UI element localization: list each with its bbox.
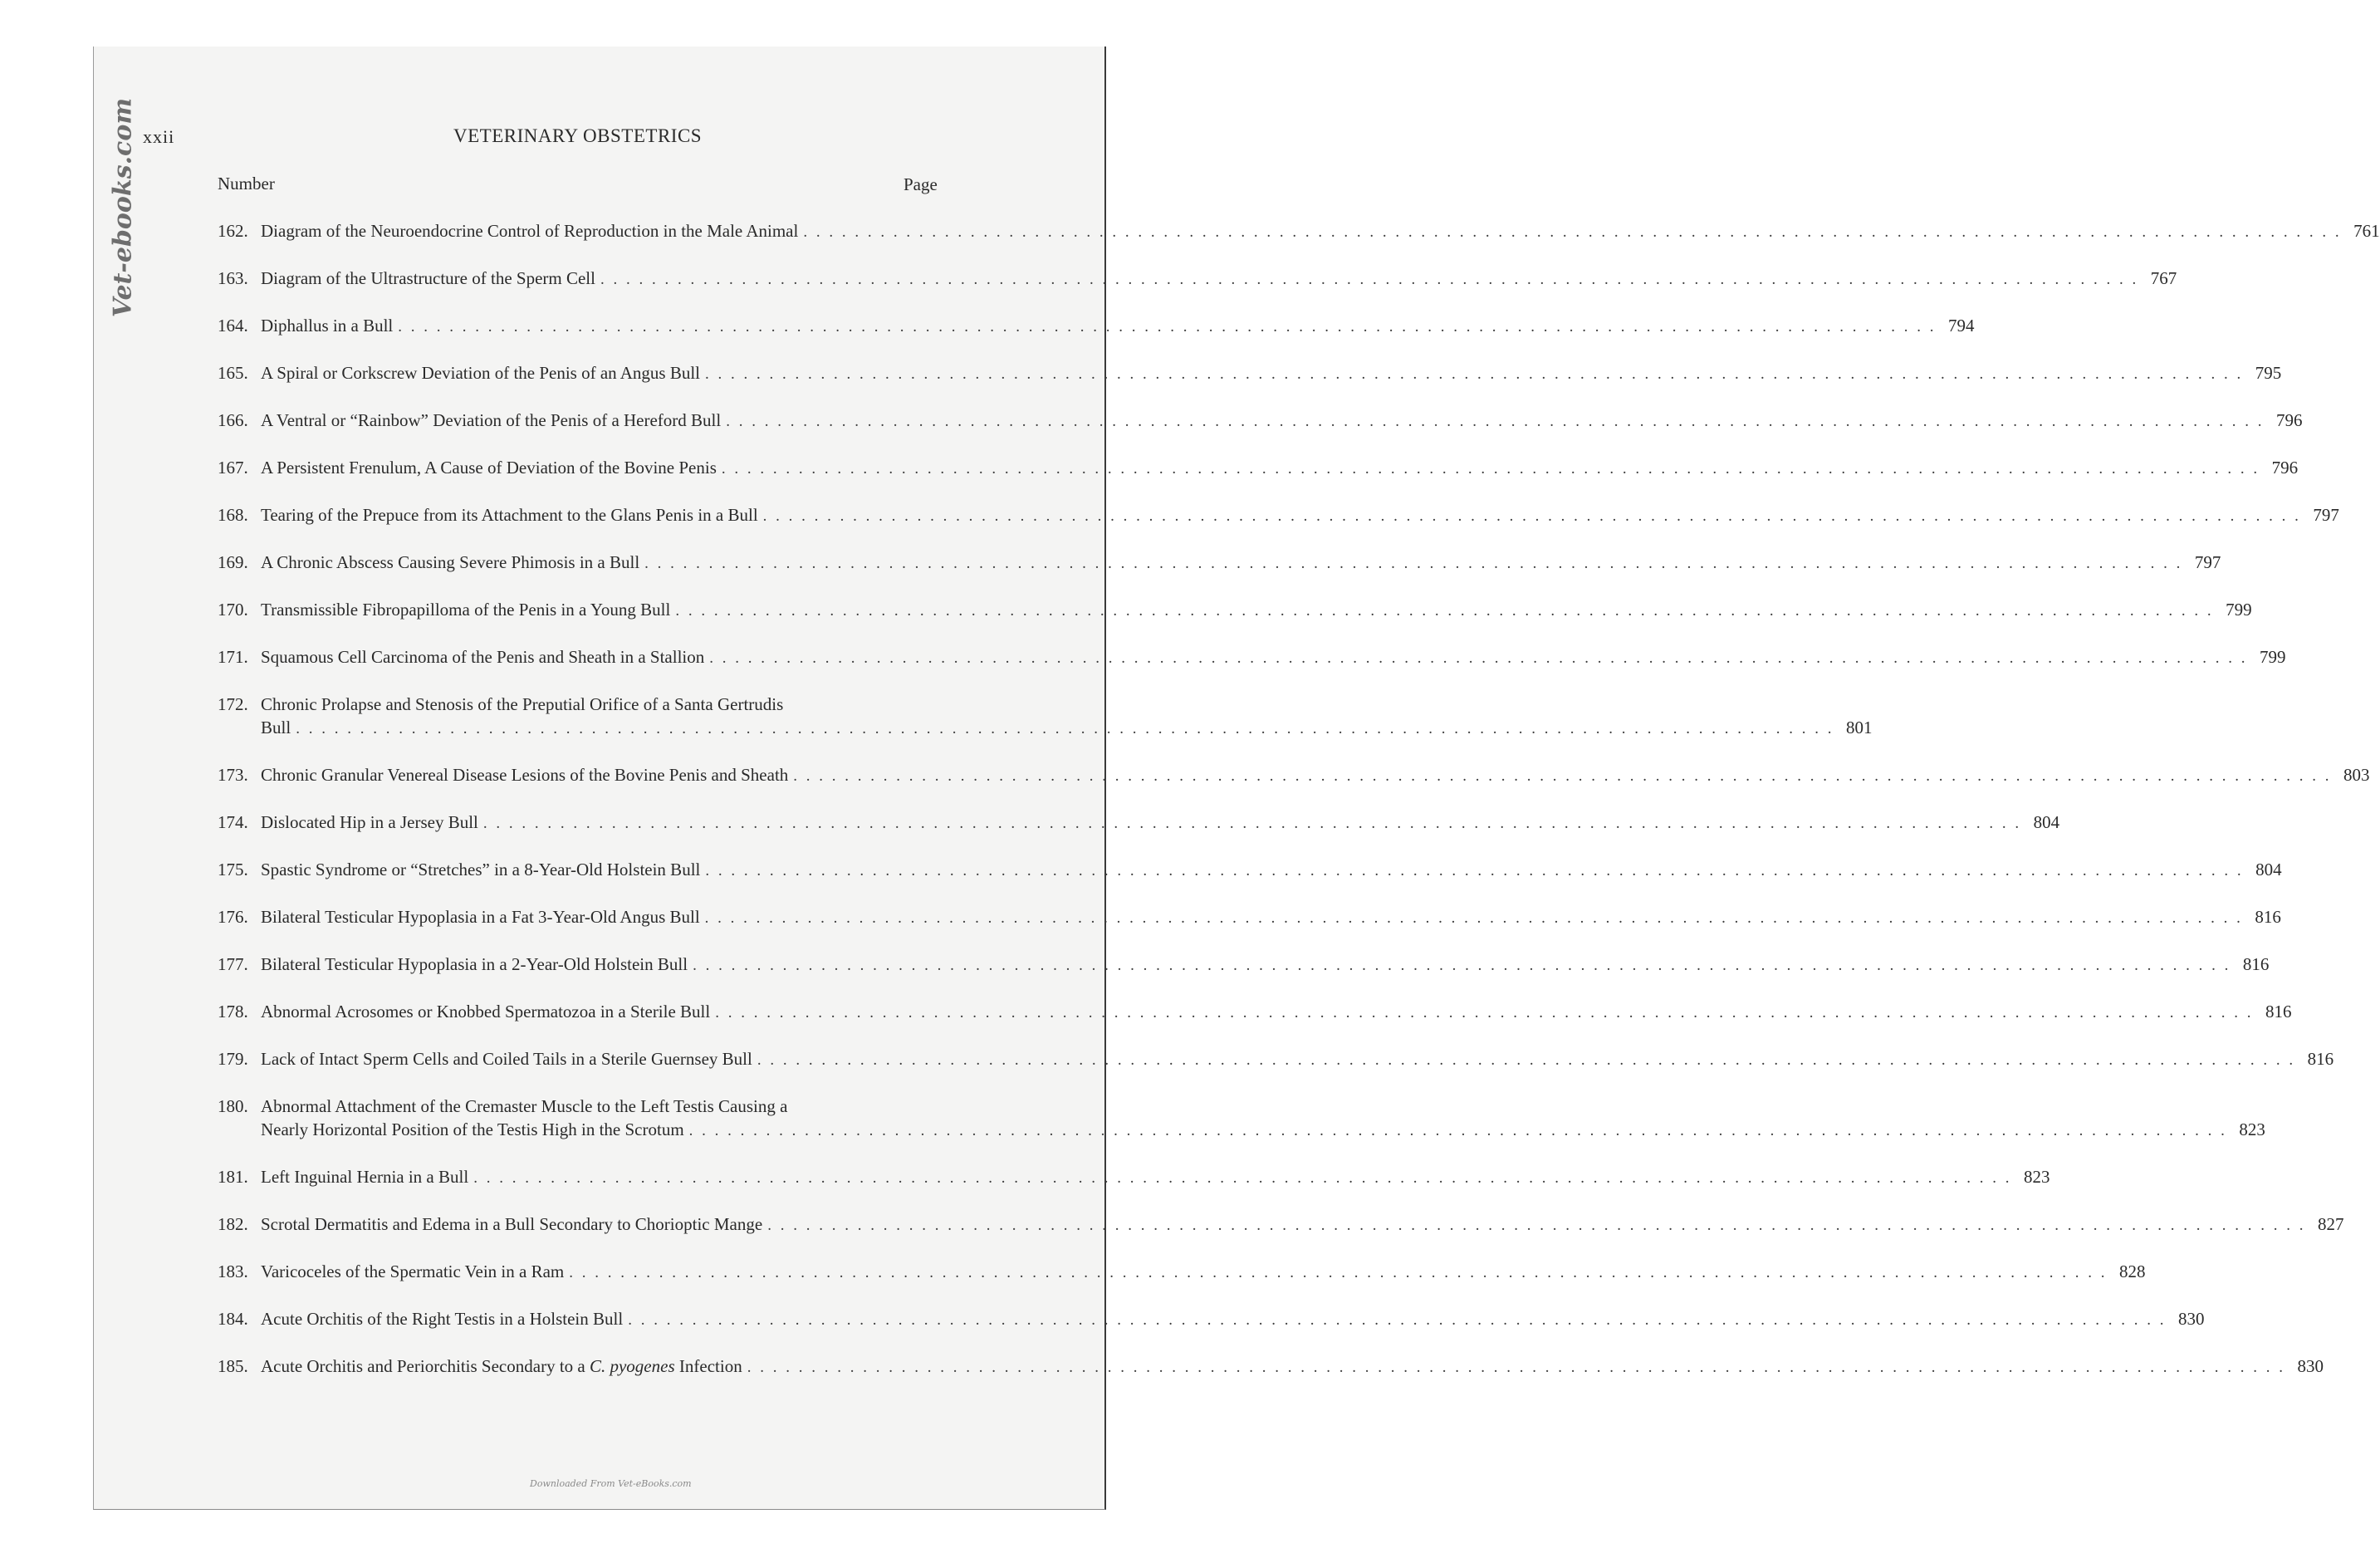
figure-caption	[261, 763, 2370, 788]
dot-leader: . . . . . . . . . . . . . . . . . . . . . . . . . . . . . . . . . . . . . . . . . . . . . . . . . . . . . . . . . . . . . . . . . . . . . . . . . . . . . . . . . . . . . . . . . . . . . . . . . . . . . . . . . . . . . . . . . . . . . . . .	[726, 413, 2265, 430]
figure-number: 173.	[218, 765, 248, 785]
dot-leader: . . . . . . . . . . . . . . . . . . . . . . . . . . . . . . . . . . . . . . . . . . . . . . . . . . . . . . . . . . . . . . . . . . . . . . . . . . . . . . . . . . . . . . . . . . . . . . . . . . . . . . . . . . . . . . . . . . . . . . . .	[644, 555, 2183, 572]
figure-caption	[261, 314, 1975, 339]
figure-caption	[261, 953, 2270, 977]
page-ref: 828	[2119, 1262, 2146, 1281]
page-number: xxii	[143, 126, 175, 147]
page-ref: 799	[2226, 600, 2252, 620]
caption-line: Acute Orchitis of the Right Testis in a Holstein Bull	[261, 1309, 624, 1329]
dot-leader: . . . . . . . . . . . . . . . . . . . . . . . . . . . . . . . . . . . . . . . . . . . . . . . . . . . . . . . . . . . . . . . . . . . . . . . . . . . . . . . . . . . . . . . . . . . . . . . . . . . . . . . . . . . . . . . . . . . . . . . .	[757, 1051, 2296, 1069]
list-item	[218, 409, 2303, 434]
figure-number: 183.	[218, 1262, 248, 1281]
list-item	[218, 1213, 2344, 1237]
figure-number: 177.	[218, 954, 248, 974]
figure-number: 163.	[218, 268, 248, 288]
list-item	[218, 503, 2339, 528]
caption-line: Left Inguinal Hernia in a Bull	[261, 1167, 469, 1187]
caption-line: Abnormal Attachment of the Cremaster Muscle to the Left Testis Causing a	[261, 1096, 788, 1116]
caption-line: Tearing of the Prepuce from its Attachment to the Glans Penis in a Bull	[261, 505, 758, 525]
caption-italic-segment: C. pyogenes	[589, 1356, 675, 1376]
list-item	[218, 1047, 2334, 1072]
figure-caption	[261, 503, 2339, 528]
figure-caption	[261, 1047, 2334, 1072]
caption-line: Bull	[261, 718, 291, 737]
page-ref: 761	[2353, 221, 2380, 241]
figure-number: 179.	[218, 1049, 248, 1069]
page-ref: 804	[2255, 860, 2282, 879]
page-ref: 816	[2255, 907, 2281, 927]
caption-line: Spastic Syndrome or “Stretches” in a 8-Year-Old Holstein Bull	[261, 860, 701, 879]
caption-line: A Chronic Abscess Causing Severe Phimosis in a Bull	[261, 552, 640, 572]
figure-caption	[261, 1213, 2344, 1237]
figure-caption	[261, 1095, 2265, 1143]
figure-number: 165.	[218, 363, 248, 383]
figure-caption	[261, 219, 2380, 244]
figure-caption	[261, 598, 2252, 623]
dot-leader: . . . . . . . . . . . . . . . . . . . . . . . . . . . . . . . . . . . . . . . . . . . . . . . . . . . . . . . . . . . . . . . . . . . . . . . . . . . . . . . . . . . . . . . . . . . . . . . . . . . . . . . . . . . . . . . . . . . . . . . .	[715, 1004, 2254, 1021]
dot-leader: . . . . . . . . . . . . . . . . . . . . . . . . . . . . . . . . . . . . . . . . . . . . . . . . . . . . . . . . . . . . . . . . . . . . . . . . . . . . . . . . . . . . . . . . . . . . . . . . . . . . . . . . . . . . . . . . . . . . . . . .	[704, 909, 2243, 927]
caption-line	[261, 1355, 742, 1378]
dot-leader: . . . . . . . . . . . . . . . . . . . . . . . . . . . . . . . . . . . . . . . . . . . . . . . . . . . . . . . . . . . . . . . . . . . . . . . . . . . . . . . . . . . . . . . . . . . . . . . . . . . . . . . . . . . . . . . . . . . . . . . .	[600, 271, 2139, 288]
list-item	[218, 361, 2282, 386]
figure-caption	[261, 361, 2282, 386]
caption-line: Transmissible Fibropapilloma of the Penis in a Young Bull	[261, 600, 671, 620]
caption-line: Abnormal Acrosomes or Knobbed Spermatozoa in a Sterile Bull	[261, 1002, 711, 1021]
figure-list	[218, 219, 2380, 1402]
figure-caption	[261, 409, 2303, 434]
dot-leader: . . . . . . . . . . . . . . . . . . . . . . . . . . . . . . . . . . . . . . . . . . . . . . . . . . . . . . . . . . . . . . . . . . . . . . . . . . . . . . . . . . . . . . . . . . . . . . . . . . . . . . . . . . . . . . . . . . . . . . . .	[793, 767, 2332, 785]
figure-caption	[261, 858, 2282, 883]
list-item	[218, 314, 1975, 339]
dot-leader: . . . . . . . . . . . . . . . . . . . . . . . . . . . . . . . . . . . . . . . . . . . . . . . . . . . . . . . . . . . . . . . . . . . . . . . . . . . . . . . . . . . . . . . . . . . . . . . . . . . . . . . . . . . . . . . . . . . . . . . .	[747, 1359, 2285, 1376]
list-item	[218, 267, 2177, 291]
page-ref: 816	[2265, 1002, 2292, 1021]
column-header-page: Page	[904, 174, 938, 194]
figure-number: 169.	[218, 552, 248, 572]
figure-number: 182.	[218, 1214, 248, 1234]
list-item	[218, 1000, 2292, 1025]
figure-number: 171.	[218, 647, 248, 667]
page-ref: 795	[2255, 363, 2282, 383]
caption-line: Dislocated Hip in a Jersey Bull	[261, 812, 478, 832]
caption-line: Chronic Granular Venereal Disease Lesions of the Bovine Penis and Sheath	[261, 765, 789, 785]
caption-segment: Infection	[674, 1356, 742, 1376]
list-item	[218, 598, 2252, 623]
page-ref: 823	[2239, 1119, 2265, 1139]
page-ref: 794	[1948, 316, 1975, 336]
list-item	[218, 693, 1873, 741]
dot-leader: . . . . . . . . . . . . . . . . . . . . . . . . . . . . . . . . . . . . . . . . . . . . . . . . . . . . . . . . . . . . . . . . . . . . . . . . . . . . . . . . . . . . . . . . . . . . . . . . . . . . . . . . . . . . . . . . . . . . . . . .	[398, 318, 1937, 336]
list-item	[218, 456, 2299, 481]
figure-caption	[261, 551, 2221, 576]
running-head: VETERINARY OBSTETRICS	[453, 125, 703, 146]
caption-line: A Ventral or “Rainbow” Deviation of the Penis of a Hereford Bull	[261, 410, 722, 430]
figure-number: 166.	[218, 410, 248, 430]
dot-leader: . . . . . . . . . . . . . . . . . . . . . . . . . . . . . . . . . . . . . . . . . . . . . . . . . . . . . . . . . . . . . . . . . . . . . . . . . . . . . . . . . . . . . . . . . . . . . . . . . . . . . . . . . . . . . . . . . . . . . . . .	[705, 365, 2244, 383]
figure-caption	[261, 1355, 2324, 1379]
figure-number: 170.	[218, 600, 248, 620]
dot-leader: . . . . . . . . . . . . . . . . . . . . . . . . . . . . . . . . . . . . . . . . . . . . . . . . . . . . . . . . . . . . . . . . . . . . . . . . . . . . . . . . . . . . . . . . . . . . . . . . . . . . . . . . . . . . . . . . . . . . . . . .	[693, 957, 2231, 974]
caption-line: A Spiral or Corkscrew Deviation of the Penis of an Angus Bull	[261, 363, 701, 383]
page-ref: 816	[2242, 954, 2270, 974]
column-header-number: Number	[218, 174, 275, 194]
dot-leader: . . . . . . . . . . . . . . . . . . . . . . . . . . . . . . . . . . . . . . . . . . . . . . . . . . . . . . . . . . . . . . . . . . . . . . . . . . . . . . . . . . . . . . . . . . . . . . . . . . . . . . . . . . . . . . . . . . . . . . . .	[473, 1169, 2012, 1187]
figure-number: 167.	[218, 458, 248, 478]
page-ref: 797	[2194, 552, 2221, 572]
list-item	[218, 551, 2221, 576]
dot-leader: . . . . . . . . . . . . . . . . . . . . . . . . . . . . . . . . . . . . . . . . . . . . . . . . . . . . . . . . . . . . . . . . . . . . . . . . . . . . . . . . . . . . . . . . . . . . . . . . . . . . . . . . . . . . . . . . . . . . . . . .	[767, 1217, 2306, 1234]
caption-line: Diagram of the Ultrastructure of the Sperm Cell	[261, 268, 595, 288]
dot-leader: . . . . . . . . . . . . . . . . . . . . . . . . . . . . . . . . . . . . . . . . . . . . . . . . . . . . . . . . . . . . . . . . . . . . . . . . . . . . . . . . . . . . . . . . . . . . . . . . . . . . . . . . . . . . . . . . . . . . . . . .	[709, 649, 2248, 667]
page-ref: 767	[2150, 268, 2177, 288]
dot-leader: . . . . . . . . . . . . . . . . . . . . . . . . . . . . . . . . . . . . . . . . . . . . . . . . . . . . . . . . . . . . . . . . . . . . . . . . . . . . . . . . . . . . . . . . . . . . . . . . . . . . . . . . . . . . . . . . . . . . . . . .	[628, 1311, 2167, 1329]
page-ref: 816	[2307, 1049, 2334, 1069]
page-ref: 801	[1845, 718, 1873, 737]
footer-watermark: Downloaded From Vet-eBooks.com	[530, 1478, 692, 1489]
figure-number: 180.	[218, 1096, 248, 1116]
list-item	[218, 763, 2370, 788]
caption-segment: Acute Orchitis and Periorchitis Secondary to a	[261, 1356, 590, 1376]
caption-line: Chronic Prolapse and Stenosis of the Preputial Orifice of a Santa Gertrudis	[261, 694, 784, 714]
dot-leader: . . . . . . . . . . . . . . . . . . . . . . . . . . . . . . . . . . . . . . . . . . . . . . . . . . . . . . . . . . . . . . . . . . . . . . . . . . . . . . . . . . . . . . . . . . . . . . . . . . . . . . . . . . . . . . . . . . . . . . . .	[569, 1264, 2108, 1281]
caption-line: Lack of Intact Sperm Cells and Coiled Tails in a Sterile Guernsey Bull	[261, 1049, 752, 1069]
dot-leader: . . . . . . . . . . . . . . . . . . . . . . . . . . . . . . . . . . . . . . . . . . . . . . . . . . . . . . . . . . . . . . . . . . . . . . . . . . . . . . . . . . . . . . . . . . . . . . . . . . . . . . . . . . . . . . . . . . . . . . . .	[482, 815, 2022, 832]
figure-caption	[261, 905, 2281, 930]
caption-line: A Persistent Frenulum, A Cause of Deviation of the Bovine Penis	[261, 458, 717, 478]
side-watermark: Vet-ebooks.com	[108, 97, 138, 318]
caption-line: Bilateral Testicular Hypoplasia in a Fat 3-Year-Old Angus Bull	[261, 907, 700, 927]
list-item	[218, 905, 2281, 930]
figure-number: 184.	[218, 1309, 248, 1329]
caption-line: Nearly Horizontal Position of the Testis High in the Scrotum	[261, 1119, 684, 1139]
dot-leader: . . . . . . . . . . . . . . . . . . . . . . . . . . . . . . . . . . . . . . . . . . . . . . . . . . . . . . . . . . . . . . . . . . . . . . . . . . . . . . . . . . . . . . . . . . . . . . . . . . . . . . . . . . . . . . . . . . . . . . . .	[675, 602, 2214, 620]
list-item	[218, 645, 2286, 670]
page-ref: 804	[2033, 812, 2060, 832]
dot-leader: . . . . . . . . . . . . . . . . . . . . . . . . . . . . . . . . . . . . . . . . . . . . . . . . . . . . . . . . . . . . . . . . . . . . . . . . . . . . . . . . . . . . . . . . . . . . . . . . . . . . . . . . . . . . . . . . . . . . . . . .	[803, 223, 2342, 241]
list-item	[218, 1165, 2050, 1190]
figure-caption	[261, 267, 2177, 291]
page-ref: 830	[2297, 1356, 2324, 1376]
page-ref: 823	[2023, 1167, 2050, 1187]
figure-number: 176.	[218, 907, 248, 927]
list-item	[218, 219, 2380, 244]
figure-caption	[261, 1165, 2050, 1190]
caption-line: Squamous Cell Carcinoma of the Penis and Sheath in a Stallion	[261, 647, 705, 667]
caption-line: Bilateral Testicular Hypoplasia in a 2-Year-Old Holstein Bull	[261, 954, 688, 974]
figure-number: 162.	[218, 221, 248, 241]
figure-number: 178.	[218, 1002, 248, 1021]
figure-number: 174.	[218, 812, 248, 832]
figure-caption	[261, 1000, 2292, 1025]
list-item	[218, 1260, 2146, 1285]
caption-line: Diagram of the Neuroendocrine Control of Reproduction in the Male Animal	[261, 221, 799, 241]
figure-number: 175.	[218, 860, 248, 879]
list-item	[218, 1307, 2205, 1332]
caption-line: Diphallus in a Bull	[261, 316, 394, 336]
list-item	[218, 953, 2270, 977]
figure-number: 172.	[218, 694, 248, 714]
figure-caption	[261, 1307, 2205, 1332]
page-ref: 803	[2343, 765, 2370, 785]
figure-caption	[261, 693, 1873, 741]
dot-leader: . . . . . . . . . . . . . . . . . . . . . . . . . . . . . . . . . . . . . . . . . . . . . . . . . . . . . . . . . . . . . . . . . . . . . . . . . . . . . . . . . . . . . . . . . . . . . . . . . . . . . . . . . . . . . . . . . . . . . . . .	[705, 862, 2244, 879]
dot-leader: . . . . . . . . . . . . . . . . . . . . . . . . . . . . . . . . . . . . . . . . . . . . . . . . . . . . . . . . . . . . . . . . . . . . . . . . . . . . . . . . . . . . . . . . . . . . . . . . . . . . . . . . . . . . . . . . . . . . . . . .	[296, 720, 1834, 737]
page-ref: 830	[2177, 1309, 2205, 1329]
figure-number: 168.	[218, 505, 248, 525]
page-ref: 796	[2275, 410, 2303, 430]
page-ref: 799	[2260, 647, 2286, 667]
page-ref: 827	[2317, 1214, 2344, 1234]
figure-caption	[261, 645, 2286, 670]
figure-number: 181.	[218, 1167, 248, 1187]
figure-number: 164.	[218, 316, 248, 336]
list-item	[218, 811, 2060, 835]
dot-leader: . . . . . . . . . . . . . . . . . . . . . . . . . . . . . . . . . . . . . . . . . . . . . . . . . . . . . . . . . . . . . . . . . . . . . . . . . . . . . . . . . . . . . . . . . . . . . . . . . . . . . . . . . . . . . . . . . . . . . . . .	[688, 1122, 2227, 1139]
dot-leader: . . . . . . . . . . . . . . . . . . . . . . . . . . . . . . . . . . . . . . . . . . . . . . . . . . . . . . . . . . . . . . . . . . . . . . . . . . . . . . . . . . . . . . . . . . . . . . . . . . . . . . . . . . . . . . . . . . . . . . . .	[762, 507, 2301, 525]
list-item	[218, 1355, 2324, 1379]
figure-caption	[261, 811, 2060, 835]
page-ref: 796	[2271, 458, 2299, 478]
figure-caption	[261, 456, 2299, 481]
list-item	[218, 858, 2282, 883]
page-ref: 797	[2313, 505, 2339, 525]
dot-leader: . . . . . . . . . . . . . . . . . . . . . . . . . . . . . . . . . . . . . . . . . . . . . . . . . . . . . . . . . . . . . . . . . . . . . . . . . . . . . . . . . . . . . . . . . . . . . . . . . . . . . . . . . . . . . . . . . . . . . . . .	[721, 460, 2260, 478]
caption-line: Varicoceles of the Spermatic Vein in a Ram	[261, 1262, 565, 1281]
list-item	[218, 1095, 2265, 1143]
figure-number: 185.	[218, 1356, 248, 1376]
caption-line: Scrotal Dermatitis and Edema in a Bull Secondary to Chorioptic Mange	[261, 1214, 763, 1234]
figure-caption	[261, 1260, 2146, 1285]
